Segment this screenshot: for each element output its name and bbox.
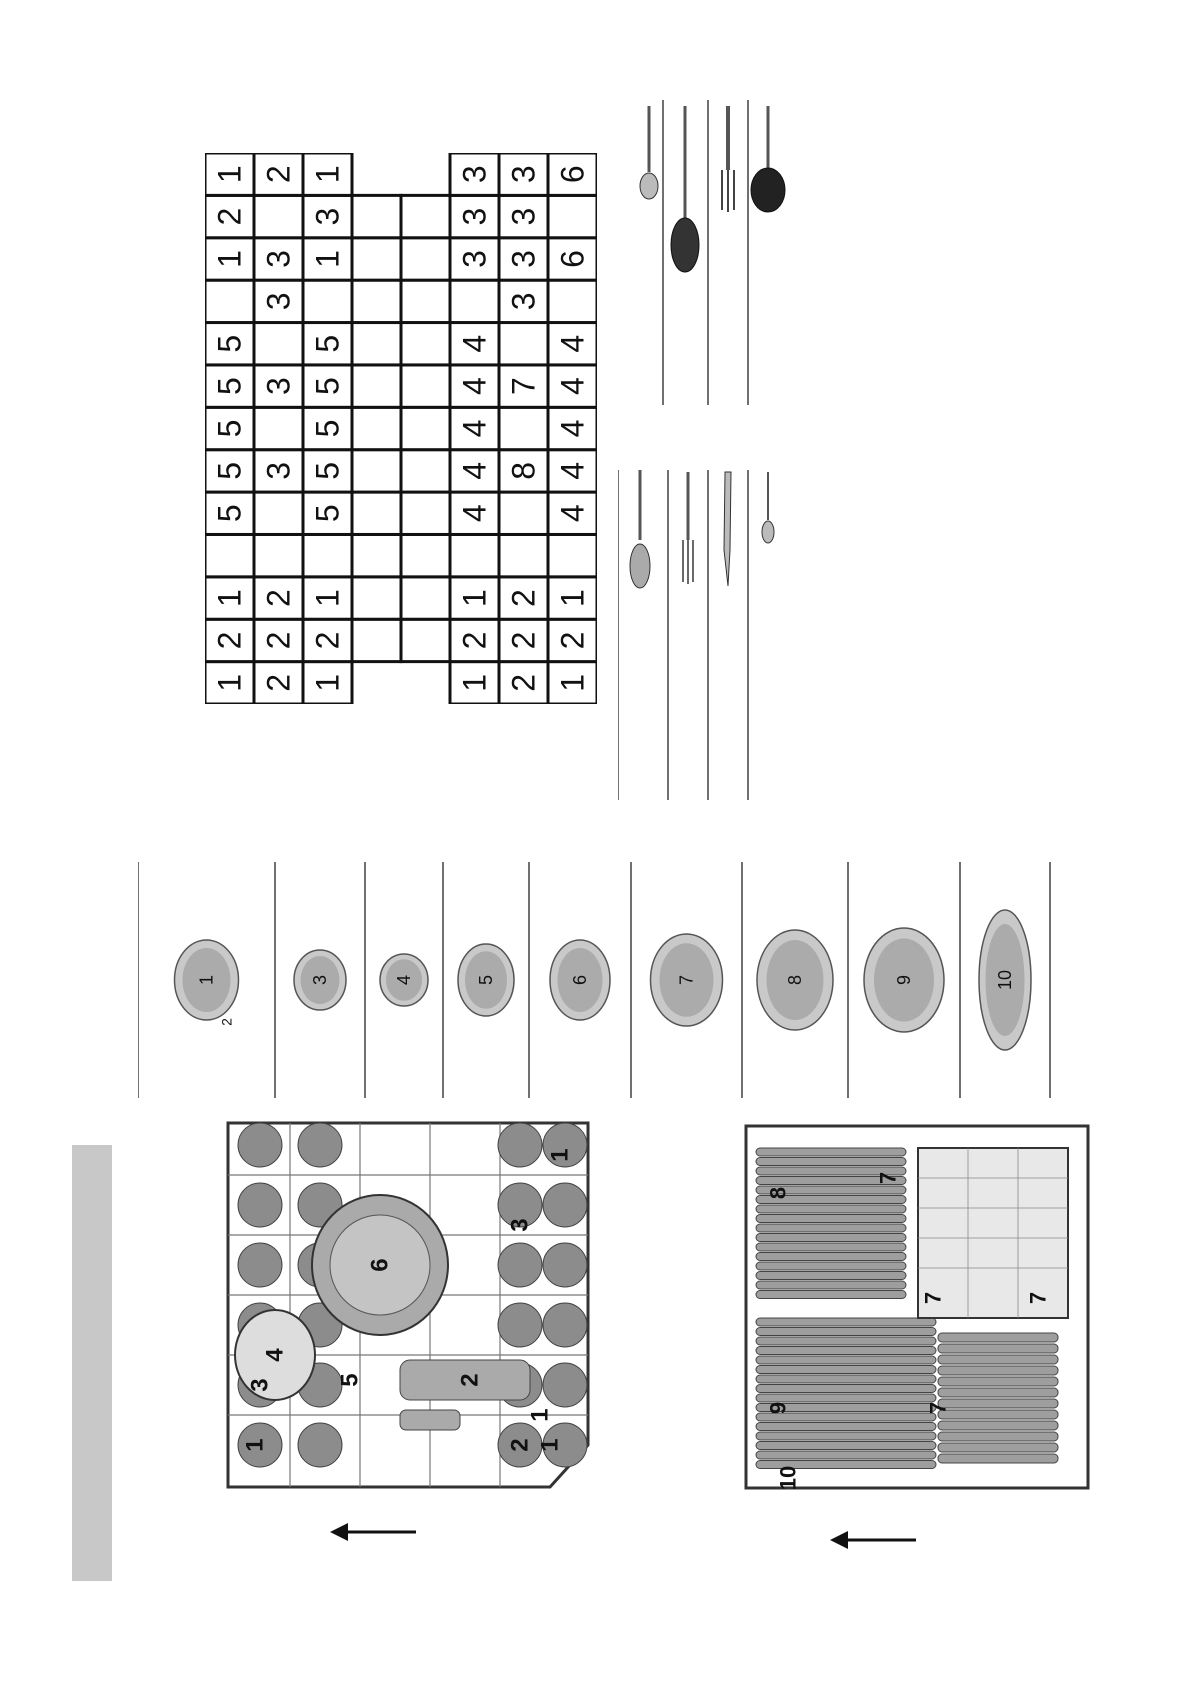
basket-cell-number: 2	[456, 631, 493, 650]
legend-number: 3	[310, 974, 330, 986]
basket-cell	[352, 280, 401, 322]
lower-rack-plate	[938, 1421, 1058, 1430]
basket-cell	[254, 407, 303, 449]
basket-cell-number: 3	[505, 292, 542, 311]
lower-rack-plate	[756, 1158, 906, 1166]
serving-spoon-icon	[671, 106, 699, 272]
basket-cell-number: 2	[260, 589, 297, 607]
upper-rack-cup	[498, 1123, 542, 1167]
lower-rack-plate	[938, 1355, 1058, 1364]
basket-cell-number: 1	[211, 673, 248, 692]
legend-number: 5	[476, 974, 496, 986]
basket-cell	[352, 450, 401, 492]
basket-cell-number: 2	[505, 673, 542, 692]
lower-rack-plate	[756, 1432, 936, 1440]
legend-number: 10	[995, 969, 1015, 991]
basket-cell-number: 7	[505, 377, 542, 396]
lower-rack-plate	[938, 1399, 1058, 1408]
basket-cell-number: 2	[505, 589, 542, 607]
upper-rack-label: 1	[241, 1438, 269, 1452]
lower-rack-plate	[756, 1272, 906, 1280]
upper-rack-label: 2	[456, 1373, 484, 1387]
lower-rack-plate	[756, 1385, 936, 1393]
basket-cell-number: 3	[456, 207, 493, 226]
lower-rack-label: 7	[875, 1171, 901, 1185]
lower-rack-plate	[756, 1318, 936, 1326]
lower-rack-plate	[756, 1291, 906, 1299]
upper-rack-label: 1	[536, 1438, 564, 1452]
lower-rack-arrow-icon	[828, 1525, 918, 1555]
upper-rack-label: 4	[261, 1348, 289, 1362]
basket-cell-number: 1	[456, 589, 493, 607]
basket-cell-number: 2	[260, 165, 297, 184]
basket-cell-number: 4	[456, 461, 493, 480]
basket-cell	[352, 365, 401, 407]
basket-cell	[352, 577, 401, 619]
basket-cell	[548, 195, 597, 237]
basket-cell	[401, 450, 450, 492]
basket-cell	[401, 577, 450, 619]
basket-cell	[548, 280, 597, 322]
cutlery-basket-diagram	[205, 153, 597, 704]
basket-cell-number: 3	[309, 207, 346, 226]
basket-cell-number: 2	[260, 631, 297, 650]
basket-cell	[254, 492, 303, 534]
basket-cell-number: 5	[309, 419, 346, 438]
basket-cell	[401, 238, 450, 280]
lower-rack-plate	[756, 1366, 936, 1374]
basket-cell-number: 4	[554, 334, 591, 353]
basket-cell-number: 1	[554, 589, 591, 607]
upper-rack-cup	[543, 1183, 587, 1227]
dish-legend	[138, 862, 1138, 1098]
basket-cell-number: 3	[260, 250, 297, 268]
upper-rack-cup	[298, 1123, 342, 1167]
legend-number: 8	[785, 974, 805, 986]
lower-rack-label: 7	[920, 1291, 946, 1305]
basket-cell	[303, 534, 352, 576]
lower-rack-label: 10	[775, 1465, 801, 1491]
upper-rack-label: 1	[546, 1148, 574, 1162]
basket-cell-number: 4	[456, 334, 493, 353]
lower-rack-plate	[938, 1388, 1058, 1397]
basket-cell	[352, 492, 401, 534]
basket-cell	[401, 365, 450, 407]
basket-cell-number: 4	[456, 377, 493, 396]
basket-cell-number: 5	[211, 504, 248, 523]
basket-cell	[499, 323, 548, 365]
basket-cell-number: 5	[309, 504, 346, 523]
upper-rack-label: 6	[366, 1258, 394, 1272]
basket-cell-number: 2	[505, 631, 542, 650]
fork-icon	[683, 472, 693, 584]
upper-rack-label: 1	[526, 1408, 554, 1422]
lower-rack-plate	[756, 1442, 936, 1450]
lower-rack-plate	[938, 1454, 1058, 1463]
upper-rack-cup	[498, 1243, 542, 1287]
basket-cell-number: 1	[309, 589, 346, 607]
basket-cell-number: 5	[309, 461, 346, 480]
lower-rack-label: 9	[765, 1401, 791, 1415]
basket-cell-number: 6	[554, 250, 591, 268]
basket-cell-number: 3	[505, 250, 542, 268]
lower-rack-plate	[756, 1148, 906, 1156]
upper-rack-label: 5	[336, 1373, 364, 1387]
ladle-icon	[751, 106, 785, 212]
upper-rack-cup	[298, 1423, 342, 1467]
basket-cell-number: 3	[456, 250, 493, 268]
lower-rack-label: 7	[925, 1401, 951, 1415]
basket-cell	[303, 280, 352, 322]
serving-fork-icon	[722, 106, 734, 212]
teaspoon-icon	[640, 106, 658, 199]
section-side-tab	[72, 1145, 112, 1581]
basket-cell-number: 2	[309, 631, 346, 650]
basket-cell-number: 4	[456, 419, 493, 438]
basket-cell-number: 4	[554, 419, 591, 438]
upper-rack-cup	[543, 1243, 587, 1287]
basket-cell	[352, 323, 401, 365]
basket-cell-number: 2	[554, 631, 591, 650]
lower-rack-plate	[938, 1443, 1058, 1452]
basket-cell-number: 2	[260, 673, 297, 692]
basket-cell-number: 3	[260, 292, 297, 311]
knife-icon	[724, 472, 731, 586]
lower-rack-plate	[756, 1215, 906, 1223]
basket-cell	[548, 534, 597, 576]
lower-rack-plate	[756, 1243, 906, 1251]
basket-cell-number: 6	[554, 165, 591, 184]
basket-cell	[352, 407, 401, 449]
basket-cell-number: 1	[554, 673, 591, 692]
upper-rack-cup	[543, 1363, 587, 1407]
lower-rack-label: 8	[765, 1186, 791, 1200]
basket-cell-number: 2	[211, 631, 248, 650]
basket-cell-number: 5	[211, 334, 248, 353]
basket-cell-number: 3	[505, 207, 542, 226]
upper-rack-cup	[238, 1183, 282, 1227]
lower-rack-plate	[938, 1366, 1058, 1375]
lower-rack-plate	[756, 1328, 936, 1336]
lower-rack-plate	[756, 1224, 906, 1232]
lower-rack-plate	[756, 1262, 906, 1270]
upper-rack-label: 2	[506, 1438, 534, 1452]
basket-cell-number: 5	[211, 419, 248, 438]
upper-rack-cup	[543, 1303, 587, 1347]
basket-cell	[499, 534, 548, 576]
basket-cell-number: 2	[211, 207, 248, 226]
lower-rack-plate	[756, 1234, 906, 1242]
legend-number: 6	[570, 974, 590, 986]
basket-cell-number: 5	[211, 461, 248, 480]
lower-rack-plate	[938, 1377, 1058, 1386]
basket-cell	[254, 195, 303, 237]
basket-cell-number: 1	[309, 673, 346, 692]
basket-cell	[401, 195, 450, 237]
basket-cell-number: 1	[456, 673, 493, 692]
basket-cell	[401, 619, 450, 661]
basket-cell	[450, 280, 499, 322]
legend-number: 9	[894, 974, 914, 986]
lower-rack-plate	[756, 1205, 906, 1213]
lower-rack-plate	[756, 1337, 936, 1345]
lower-rack-label: 7	[1025, 1291, 1051, 1305]
legend-number: 1	[196, 974, 217, 986]
upper-rack-diagram	[220, 1115, 596, 1495]
basket-cell	[352, 534, 401, 576]
basket-cell	[499, 492, 548, 534]
basket-cell-number: 1	[211, 589, 248, 607]
basket-cell-number: 1	[309, 250, 346, 268]
upper-rack-cup	[238, 1243, 282, 1287]
basket-cell-number: 3	[456, 165, 493, 184]
lower-rack-plate	[756, 1394, 936, 1402]
lower-rack-plate	[938, 1344, 1058, 1353]
basket-cell	[352, 195, 401, 237]
basket-cell-number: 5	[211, 377, 248, 396]
basket-cell	[205, 280, 254, 322]
basket-cell-number: 1	[309, 165, 346, 184]
lower-rack-plate	[756, 1375, 936, 1383]
basket-cell	[254, 534, 303, 576]
upper-rack-label: 3	[246, 1378, 274, 1392]
lower-rack-plate	[756, 1356, 936, 1364]
small-spoon-icon	[762, 472, 774, 543]
basket-cell-number: 4	[456, 504, 493, 523]
basket-cell	[401, 280, 450, 322]
lower-rack-plate	[756, 1451, 936, 1459]
tablespoon-icon	[630, 470, 650, 588]
basket-cell	[205, 534, 254, 576]
upper-rack-label: 3	[506, 1218, 534, 1232]
upper-rack-arrow-icon	[328, 1517, 418, 1547]
basket-cell	[401, 534, 450, 576]
upper-rack-cup	[238, 1123, 282, 1167]
basket-cell	[499, 407, 548, 449]
lower-rack-diagram	[738, 1118, 1096, 1496]
lower-rack-plate	[756, 1281, 906, 1289]
basket-cell-number: 1	[211, 250, 248, 268]
cutlery-key	[618, 100, 818, 805]
legend-sub-number: 2	[218, 1018, 235, 1026]
basket-cell-number: 5	[309, 334, 346, 353]
basket-cell-number: 4	[554, 461, 591, 480]
upper-rack-cup	[498, 1303, 542, 1347]
lower-rack-plate	[938, 1410, 1058, 1419]
legend-number: 4	[394, 974, 414, 986]
basket-cell	[352, 238, 401, 280]
legend-number: 7	[676, 974, 697, 986]
basket-cell-number: 4	[554, 377, 591, 396]
basket-cell	[450, 534, 499, 576]
lower-rack-plate	[756, 1423, 936, 1431]
lower-rack-plate	[756, 1253, 906, 1261]
basket-cell	[401, 407, 450, 449]
upper-rack-saucers	[400, 1360, 530, 1430]
basket-cell-number: 3	[505, 165, 542, 184]
basket-cell-number: 1	[211, 165, 248, 184]
basket-cell-number: 3	[260, 461, 297, 480]
cutlery-basket-grid	[205, 153, 597, 704]
lower-rack-plate	[756, 1347, 936, 1355]
lower-rack-plate	[938, 1333, 1058, 1342]
basket-cell-number: 3	[260, 377, 297, 396]
basket-cell-number: 8	[505, 461, 542, 480]
basket-cell	[254, 323, 303, 365]
basket-cell-number: 4	[554, 504, 591, 523]
basket-cell-number: 5	[309, 377, 346, 396]
basket-cell	[401, 323, 450, 365]
basket-cell	[352, 619, 401, 661]
lower-rack-plate	[938, 1432, 1058, 1441]
basket-cell	[401, 492, 450, 534]
